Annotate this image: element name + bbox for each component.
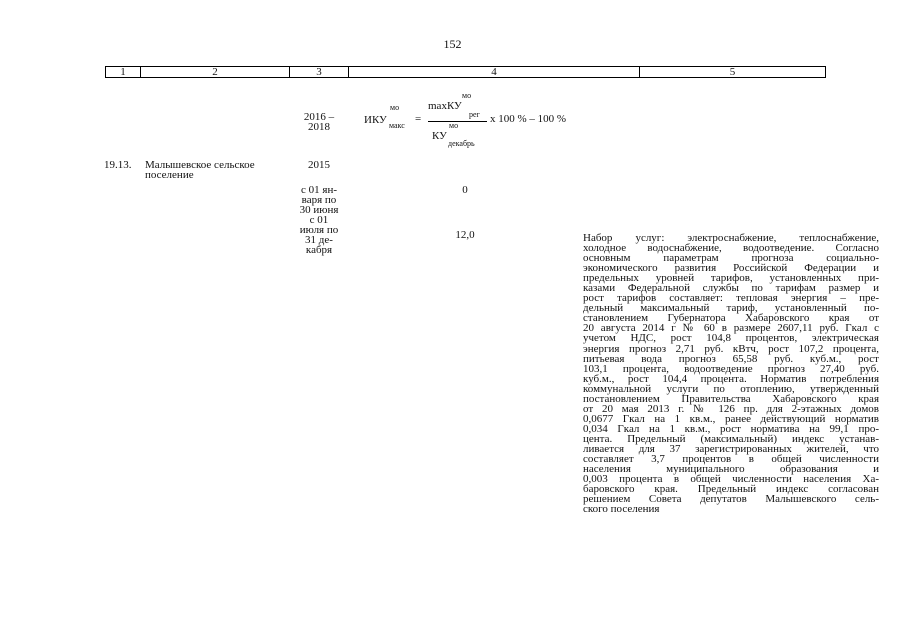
formula-tail: x 100 % – 100 % xyxy=(490,113,567,125)
table-header-row xyxy=(105,66,826,78)
formula-lhs-sub: макс xyxy=(389,121,405,130)
description-line: рост тарифов составляет: тепловая энергия – пре- xyxy=(583,292,879,305)
description-line: 103,1 процента, водоотведение прогноз 27,40 руб. xyxy=(583,362,879,375)
header-col-3: 3 xyxy=(290,67,349,77)
description-line: 0,034 Гкал на 1 кв.м., рост норматива на 99,1 про- xyxy=(583,422,879,435)
formula-num-sub: рег xyxy=(469,110,480,119)
description-line: баровского края. Предельный индекс согласован xyxy=(583,483,879,496)
description-line: ливается для 37 зарегистрированных жителей, что xyxy=(583,442,879,455)
period-line: 2018 xyxy=(308,121,330,133)
formula-numerator: maxКУ xyxy=(428,100,462,112)
description-line: экономического развития Российской Федерации и xyxy=(583,262,879,275)
period-line: 30 июня xyxy=(299,204,339,216)
description-line: ского поселения xyxy=(583,503,660,516)
period-line: 31 де- xyxy=(305,234,333,246)
description-line: учетом НДС, рост 104,8 процентов, электрическая xyxy=(583,332,879,345)
header-col-1: 1 xyxy=(106,67,141,77)
description-line: 0,0677 Гкал на 1 кв.м., ранее действующий норматив xyxy=(583,412,879,425)
period-line: с 01 xyxy=(309,214,329,226)
formula-denominator: КУ xyxy=(432,130,447,142)
period-line: с 01 ян- xyxy=(301,184,337,196)
description-line: дельный максимальный тариф, установленный по- xyxy=(583,302,879,315)
formula-num-sup: мо xyxy=(462,91,472,100)
formula-den-sub: декабрь xyxy=(448,139,475,148)
description-line: решением Совета депутатов Малышевского сель- xyxy=(583,493,879,506)
period-jul-dec xyxy=(290,215,348,255)
description-line: 20 августа 2014 г № 60 в размере 2607,11 руб. Гкал с xyxy=(583,322,879,335)
description-line: питьевая вода прогноз 65,58 руб. куб.м., рост xyxy=(583,352,879,365)
description-line: казами Федеральной службы по тарифам размер и xyxy=(583,282,879,295)
header-col-4: 4 xyxy=(349,67,640,77)
index-value-first-half: 0 xyxy=(462,184,468,196)
description-line: составляет 3,7 процентов в общей численности xyxy=(583,453,879,466)
page-number: 152 xyxy=(443,37,462,51)
formula-equals: = xyxy=(415,113,422,125)
period-line: варя по xyxy=(301,194,337,206)
description-line: куб.м., рост 104,4 процента. Норматив потребления xyxy=(583,372,879,385)
description-line: населения муниципального образования и xyxy=(583,463,879,476)
description-line: от 20 мая 2013 г. № 126 пр. для 2-этажных домов xyxy=(583,402,879,415)
period-2016-2018 xyxy=(290,112,348,132)
row-year: 2015 xyxy=(308,159,330,171)
settlement-name-line: Малышевское сельское xyxy=(145,159,255,171)
row-number: 19.13. xyxy=(104,159,132,171)
description-line: основным параметрам прогноза социально- xyxy=(583,252,879,265)
formula-lhs: ИКУ xyxy=(364,114,387,126)
settlement-name-line: поселение xyxy=(145,169,194,181)
period-jan-jun xyxy=(290,185,348,215)
header-col-2: 2 xyxy=(141,67,290,77)
description-line: становлением Губернатора Хабаровского края от xyxy=(583,312,879,325)
formula-den-sup: мо xyxy=(449,121,459,130)
period-line: июля по xyxy=(299,224,339,236)
index-value-second-half: 12,0 xyxy=(455,229,475,241)
service-description xyxy=(583,233,879,514)
settlement-name xyxy=(145,160,255,180)
formula-lhs-sup: мо xyxy=(390,103,400,112)
description-line: Набор услуг: электроснабжение, теплоснабжение, xyxy=(583,232,879,244)
description-line: цента. Предельный (максимальный) индекс устанав- xyxy=(583,432,879,445)
period-line: 2016 – xyxy=(303,111,335,123)
description-line: коммунальной услуги по отоплению, утвержденный xyxy=(583,382,879,395)
description-line: предельных уровней тарифов, установленных при- xyxy=(583,272,879,285)
header-col-5: 5 xyxy=(729,66,736,78)
description-line: постановлением Правительства Хабаровского края xyxy=(583,392,879,405)
period-line: кабря xyxy=(305,244,333,256)
description-line: холодное водоснабжение, водоотведение. Согласно xyxy=(583,242,879,255)
index-formula xyxy=(362,93,592,149)
description-line: 0,003 процента в общей численности населения Ха- xyxy=(583,473,879,486)
description-line: энергия прогноз 2,71 руб. кВтч, рост 107,2 процента, xyxy=(583,342,879,355)
